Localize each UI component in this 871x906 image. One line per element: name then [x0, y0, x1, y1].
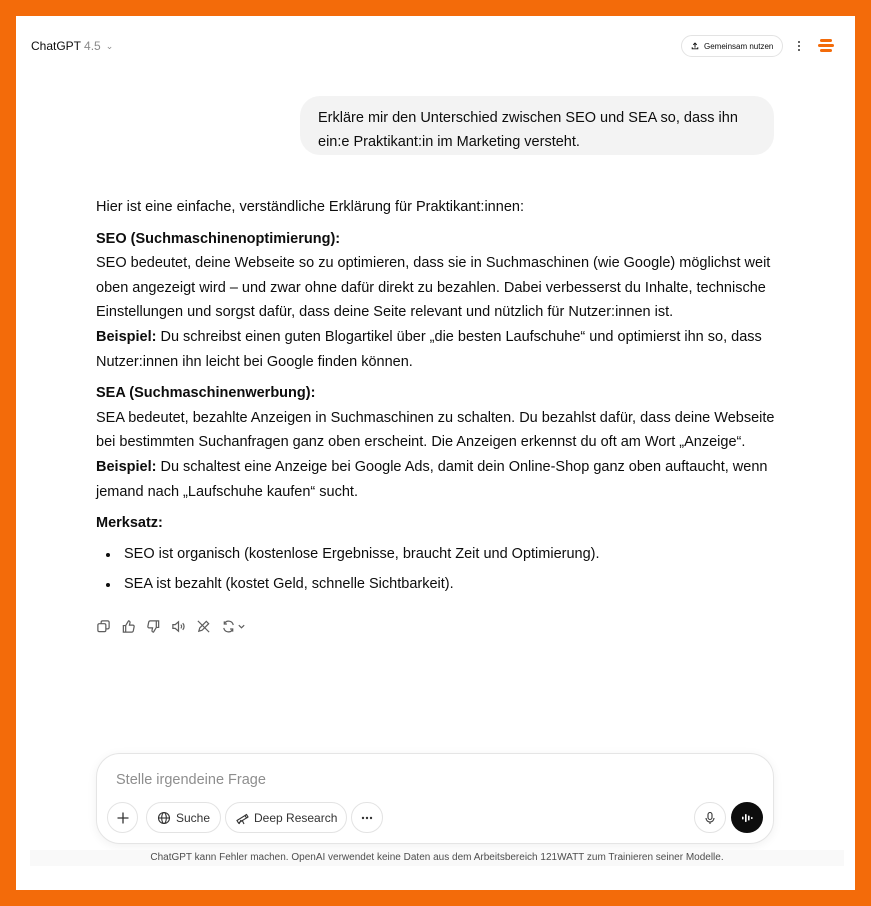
ellipsis-icon: [360, 811, 374, 825]
sea-heading: SEA (Suchmaschinenwerbung):: [96, 385, 316, 402]
seo-heading: SEO (Suchmaschinenoptimierung):: [96, 230, 341, 247]
plus-icon: [116, 811, 130, 825]
model-version: 4.5: [84, 39, 101, 53]
voice-wave-icon: [740, 811, 754, 825]
app-window: [16, 16, 855, 890]
deep-research-label: Deep Research: [254, 810, 338, 825]
prompt-input[interactable]: [114, 767, 678, 793]
workspace-logo-icon: [818, 39, 834, 53]
share-label: Gemeinsam nutzen: [704, 41, 774, 51]
microphone-icon: [703, 811, 717, 825]
voice-mode-button[interactable]: [731, 802, 763, 833]
list-item: SEA ist bezahlt (kostet Geld, schnelle Sichtbarkeit).: [96, 572, 776, 597]
sea-paragraph: SEA bedeutet, bezahlte Anzeigen in Suchmaschinen zu schalten. Du bezahlst dafür, dass deine Webseite bei bestimmten Suchanfragen ganz oben erscheint. Die Anzeigen erkennst du oft am Wort „Anzeige“.: [96, 409, 775, 451]
search-button[interactable]: [146, 802, 221, 833]
composer: [96, 753, 774, 844]
seo-example-text: Du schreibst einen guten Blogartikel über „die besten Laufschuhe“ und optimierst ihn so, dass Nutzer:innen ihn leicht bei Google finden können.: [96, 328, 762, 370]
edit-pencil-icon[interactable]: [196, 619, 211, 634]
summary-list: [96, 542, 776, 597]
add-attachment-button[interactable]: [107, 802, 138, 833]
message-actions: [96, 619, 246, 634]
refresh-icon: [221, 619, 236, 634]
share-button[interactable]: [681, 35, 783, 57]
model-selector[interactable]: [31, 39, 113, 53]
more-options-icon[interactable]: [795, 38, 803, 54]
seo-paragraph: SEO bedeutet, deine Webseite so zu optimieren, dass sie in Suchmaschinen (wie Google) möglichst weit oben angezeigt wird – und zwar ohne dafür direkt zu bezahlen. Dabei verbesserst du Inhalte, technische Einstellungen und sorgst dafür, dass deine Seite relevant und nützlich für Nutzer:innen ist.: [96, 255, 771, 321]
list-item: SEO ist organisch (kostenlose Ergebnisse, braucht Zeit und Optimierung).: [96, 542, 776, 567]
summary-heading: Merksatz:: [96, 515, 163, 532]
user-message: Erkläre mir den Unterschied zwischen SEO und SEA so, dass ihn ein:e Praktikant:in im Marketing versteht.: [300, 96, 774, 155]
more-tools-button[interactable]: [351, 802, 383, 833]
chevron-down-icon: ⌄: [105, 40, 114, 51]
thumbs-up-icon[interactable]: [121, 619, 136, 634]
chevron-down-icon: [237, 622, 246, 631]
search-button-label: Suche: [176, 810, 211, 825]
disclaimer-text: ChatGPT kann Fehler machen. OpenAI verwendet keine Daten aus dem Arbeitsbereich 121WATT zum Trainieren seiner Modelle.: [30, 850, 844, 866]
sea-example: [96, 455, 776, 504]
telescope-icon: [235, 811, 249, 825]
globe-icon: [157, 811, 171, 825]
example-label: Beispiel:: [96, 328, 157, 345]
model-name: ChatGPT: [31, 39, 82, 53]
thumbs-down-icon[interactable]: [146, 619, 161, 634]
example-label: Beispiel:: [96, 458, 157, 475]
deep-research-button[interactable]: [225, 802, 347, 833]
copy-icon[interactable]: [96, 619, 111, 634]
dictate-button[interactable]: [694, 802, 726, 833]
assistant-message: [96, 195, 776, 603]
answer-intro: Hier ist eine einfache, verständliche Erklärung für Praktikant:innen:: [96, 199, 524, 215]
seo-example: [96, 325, 776, 374]
read-aloud-icon[interactable]: [171, 619, 186, 634]
sea-example-text: Du schaltest eine Anzeige bei Google Ads, damit dein Online-Shop ganz oben auftaucht, wenn jemand nach „Laufschuhe kaufen“ sucht.: [96, 458, 768, 500]
regenerate-button[interactable]: [221, 619, 246, 634]
share-icon: [691, 42, 699, 50]
